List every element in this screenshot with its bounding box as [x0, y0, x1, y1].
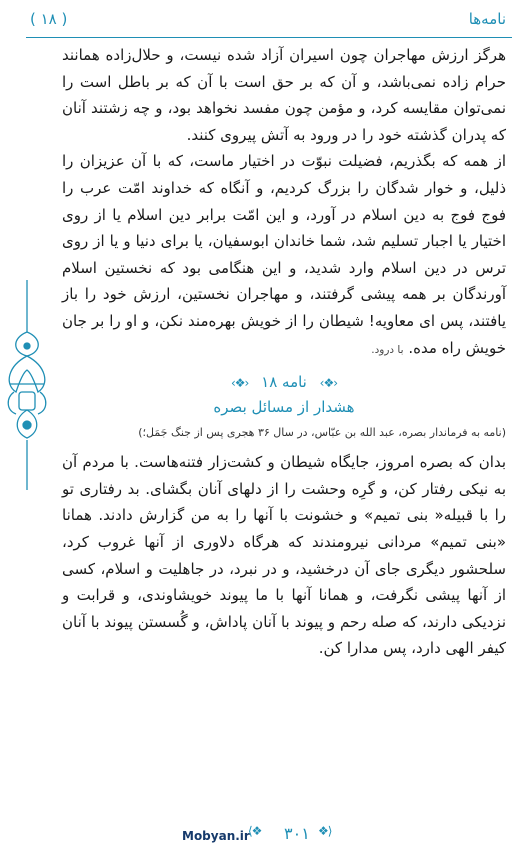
arabesque-flourish-icon: ‹❖›	[319, 376, 337, 391]
paragraph-2	[62, 148, 506, 363]
paragraph-1	[62, 42, 506, 148]
letter-subtitle: هشدار از مسائل بصره	[213, 398, 355, 417]
page-header	[30, 6, 506, 36]
paragraph-2-text: از همه که بگذریم، فضیلت نبوّت در اختیار ماست، که با آن عزیزان را ذلیل، و خوار شدگان را بزرگ کردیم، و آنگاه که خداوند امّت عرب را فوج فوج به دین اسلام در آورد، و این امّت برابر دین اسلام یا از روی اختیار یا اجبار تسلیم شد، شما خاندان ابوسفیان، یا برای دنیا و یا از روی ترس در دین اسلام وارد شدید، و این هنگامی بود که نخستین اسلام آورندگان بر همه پیشی گرفتند، و مهاجران نخستین، ارزش خود را باز یافتند، پس ای معاویه! شیطان را از خویش بهره‌مند نکن، و او را بر جان خویش راه مده.	[62, 152, 506, 357]
site-watermark: Mobyan.ir	[182, 829, 250, 843]
section-title: نامه‌ها	[468, 10, 506, 28]
letter-context: (نامه به فرماندار بصره، عبد الله بن عبّاس، در سال ۳۶ هجری پس از جنگ جَمَل؛)	[138, 426, 506, 440]
page-number: ۳۰۱	[284, 824, 310, 843]
arabesque-border-ornament-icon	[4, 280, 50, 490]
letter-number-badge: ( ۱۸ )	[30, 10, 68, 28]
letter-heading-text: نامه ۱۸	[261, 373, 307, 392]
paragraph-2-closing: با درود.	[371, 343, 404, 356]
header-rule	[26, 37, 512, 38]
footer-ornament-icon: ⟨❖	[248, 824, 262, 838]
letter-heading	[62, 370, 506, 395]
page-footer	[0, 820, 520, 850]
paragraph-1-text: هرگز ارزش مهاجران چون اسیران آزاد شده نیست، و حلال‌زاده همانند حرام زاده نمی‌باشد، و آن که بر حق است با آن که بر باطل است را نمی‌توان مقایسه کرد، و مؤمن چون مفسد نخواهد بود، و چه زشتند آنان که پدران گذشته خود را در ورود به آتش پیروی کنند.	[62, 46, 506, 144]
footer-ornament-icon: ❖⟩	[318, 824, 332, 838]
letter-body: بدان که بصره امروز، جایگاه شیطان و کشت‌زار فتنه‌هاست. با مردم آن به نیکی رفتار کن، و گرِه وحشت را از دلهای آنان بگشای. بد رفتاری تو را با قبیله« بنی تمیم» و خشونت با آنها را به من گزارش دادند. همانا «بنی تمیم» مردانی نیرومندند که هرگاه دلاوری از آنها غروب کرد، سلحشور دیگری جای آن درخشید، و در نبرد، در جاهلیت و اسلام، کسی از آنها پیشی نگرفت، و همانا آنها با ما پیوند خویشاوندی، و قرابت و نزدیکی دارند، که صله رحم و پیوند با آنان پاداش، و گُسستن پیوند با آنان کیفر الهی دارد، پس مدارا کن.	[62, 453, 506, 658]
page-body	[62, 42, 506, 662]
arabesque-flourish-icon: ‹❖›	[231, 376, 249, 391]
